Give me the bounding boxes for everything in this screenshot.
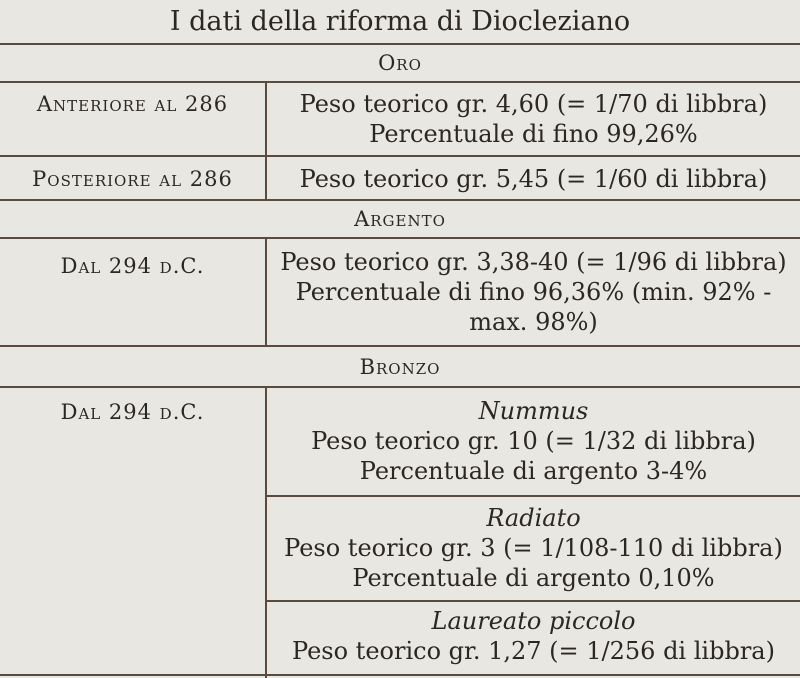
divider [0,155,800,157]
row-label-argento: Dal 294 d.C. [60,254,205,278]
row-label-posteriore: Posteriore al 286 [32,167,233,191]
divider [0,674,800,676]
divider [267,600,800,602]
coin-laureato-piccolo [267,606,800,666]
row-values-anteriore [267,89,800,149]
divider [0,43,800,45]
value-line: Percentuale di argento 0,10% [352,564,715,592]
divider [0,345,800,347]
coin-radiato [267,503,800,593]
column-divider [265,238,267,345]
value-line: Peso teorico gr. 5,45 (= 1/60 di libbra) [299,165,768,193]
coin-nummus [267,396,800,486]
row-label-bronzo: Dal 294 d.C. [60,400,205,424]
value-line: Percentuale di argento 3-4% [359,457,708,485]
page-title: I dati della riforma di Diocleziano [169,6,631,37]
value-line: Percentuale di fino 99,26% [369,120,698,148]
section-heading-oro: Oro [378,51,422,75]
divider [0,81,800,83]
row-label-anteriore: Anteriore al 286 [36,92,229,116]
column-divider [265,387,267,678]
divider [0,386,800,388]
value-line: Peso teorico gr. 4,60 (= 1/70 di libbra) [299,90,768,118]
value-line: Peso teorico gr. 3,38-40 (= 1/96 di libbra) [280,248,787,276]
coin-name: Radiato [486,504,581,532]
section-heading-argento: Argento [354,207,446,231]
value-line: Peso teorico gr. 10 (= 1/32 di libbra) [311,427,756,455]
divider [267,495,800,497]
value-line: Peso teorico gr. 1,27 (= 1/256 di libbra) [292,637,775,665]
column-divider [265,82,267,199]
divider [0,199,800,201]
coin-name: Laureato piccolo [431,607,636,635]
value-line: Peso teorico gr. 3 (= 1/108-110 di libbra) [284,534,783,562]
divider [0,237,800,239]
value-line: Percentuale di fino 96,36% (min. 92% - [295,278,772,306]
section-heading-bronzo: Bronzo [359,355,441,379]
row-values-argento [267,247,800,337]
row-values-posteriore [267,164,800,194]
coin-name: Nummus [478,397,589,425]
value-line: max. 98%) [469,308,598,336]
